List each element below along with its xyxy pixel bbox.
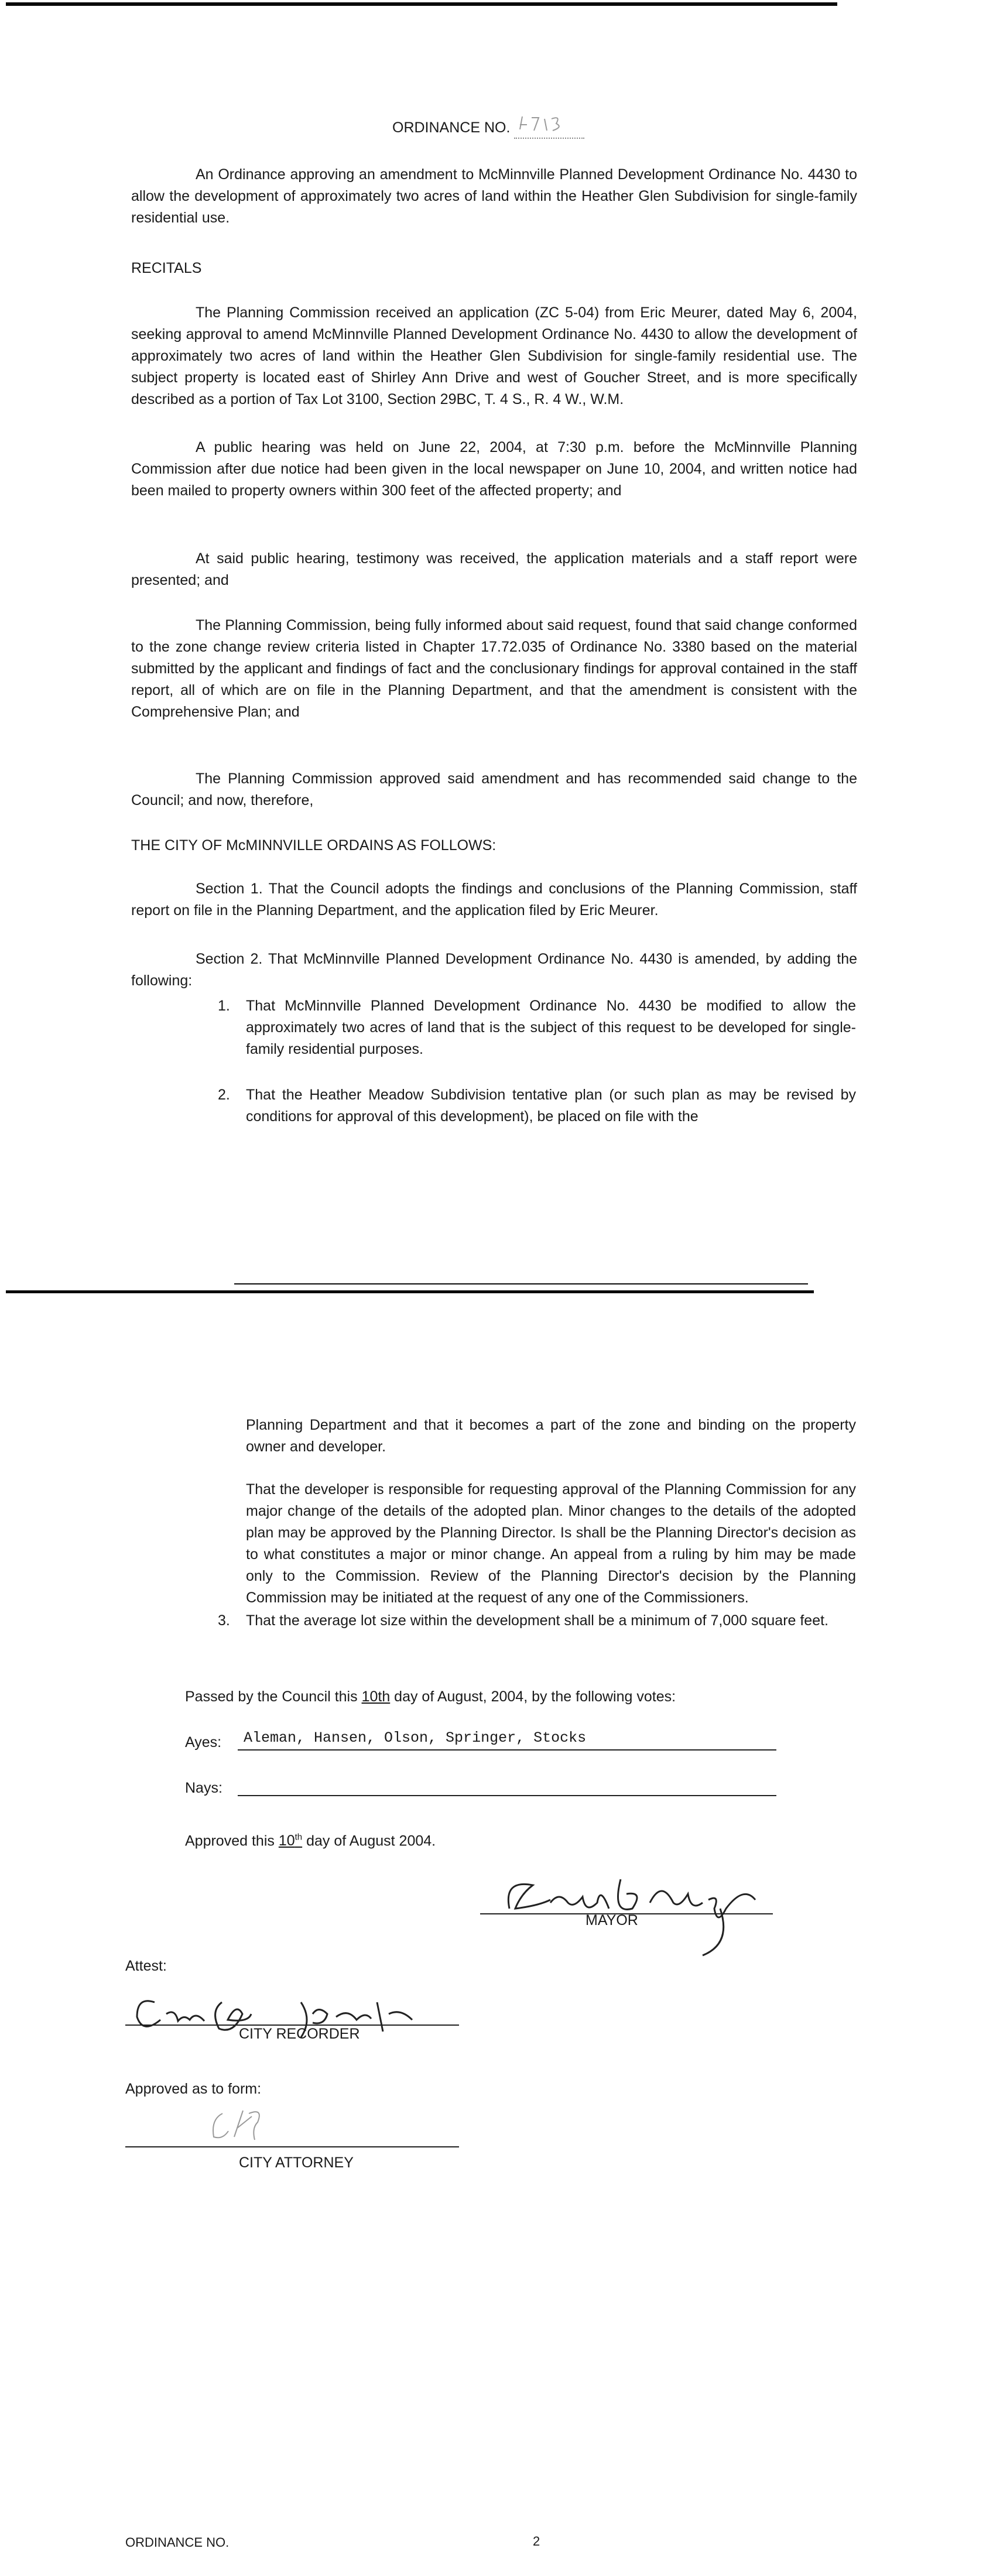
item-2-paragraph: That the developer is responsible for requesting approval of the Planning Commission for any major change of the details of the adopted plan. Minor changes to the details of the adopted plan may be approved by the Planning Director. Is shall be the Planning Director's decision as to what constitutes a major or minor change. An appeal from a ruling by him may be made only to the Commission. Review of the Planning Director's decision by the Planning Commission may be initiated at the request of any one of the Commissioners. bbox=[246, 1481, 856, 1606]
recital-paragraph-1: The Planning Commission received an application (ZC 5-04) from Eric Meurer, dated May 6, 2004, seeking approval to amend McMinnville Planned Development Ordinance No. 4430 to allow the development of approximately two acres of land within the Heather Glen Subdivision for single-family residential use. The subject property is located east of Shirley Ann Drive and west of Goucher Street, and is more specifically described as a portion of Tax Lot 3100, Section 29BC, T. 4 S., R. 4 W., W.M. bbox=[131, 304, 857, 407]
recitals-heading: RECITALS bbox=[131, 260, 202, 276]
recorder-label: CITY RECORDER bbox=[239, 2026, 360, 2042]
page-top-border bbox=[6, 2, 837, 6]
passed-day: 10th bbox=[361, 1688, 391, 1705]
ayes-line bbox=[238, 1749, 776, 1751]
passed-text-before: Passed by the Council this bbox=[185, 1688, 362, 1705]
recital-paragraph-4: The Planning Commission, being fully informed about said request, found that said change conformed to the zone change review criteria listed in Chapter 17.72.035 of Ordinance No. 3380 based on the material submitted by the applicant and findings of fact and the conclusionary findings for approval contained in the staff report, all of which are on file in the Planning Department, and that the amendment is consistent with the Comprehensive Plan; and bbox=[131, 617, 857, 720]
section-2: Section 2. That McMinnville Planned Development Ordinance No. 4430 is amended, by adding the following: bbox=[131, 951, 857, 989]
attorney-line bbox=[125, 2146, 459, 2147]
ordinance-heading-label: ORDINANCE NO. bbox=[392, 119, 511, 136]
approved-as-to-form-label: Approved as to form: bbox=[125, 2081, 262, 2097]
ordains-heading: THE CITY OF McMINNVILLE ORDAINS AS FOLLOWS: bbox=[131, 837, 496, 854]
section-1: Section 1. That the Council adopts the findings and conclusions of the Planning Commission, staff report on file in the Planning Department, and the application filed by Eric Meurer. bbox=[131, 881, 857, 919]
item-2-text: That the Heather Meadow Subdivision tentative plan (or such plan as may be revised by conditions for approval of this development), be placed on file with the bbox=[246, 1087, 856, 1125]
attest-label: Attest: bbox=[125, 1958, 167, 1974]
footer-ordinance-label: ORDINANCE NO. bbox=[125, 2535, 230, 2550]
ordinance-heading bbox=[392, 117, 685, 139]
recital-paragraph-3: At said public hearing, testimony was received, the application materials and a staff report were presented; and bbox=[131, 550, 857, 588]
ayes-value: Aleman, Hansen, Olson, Springer, Stocks bbox=[244, 1729, 587, 1746]
item-3-text: That the average lot size within the development shall be a minimum of 7,000 square feet. bbox=[246, 1612, 829, 1629]
approved-day-number: 10 bbox=[278, 1832, 295, 1849]
mayor-signature bbox=[486, 1844, 767, 1961]
passed-text-after: day of August, 2004, by the following votes: bbox=[390, 1688, 676, 1705]
approved-day bbox=[279, 1832, 302, 1849]
item-3-number: 3. bbox=[218, 1612, 230, 1629]
ordinance-intro: An Ordinance approving an amendment to McMinnville Planned Development Ordinance No. 4430 to allow the development of approximately two acres of land within the Heather Glen Subdivision for single-family residential use. bbox=[131, 166, 857, 226]
approved-text-after: day of August 2004. bbox=[302, 1832, 436, 1849]
footer-page-number: 2 bbox=[533, 2534, 540, 2548]
mayor-label: MAYOR bbox=[585, 1912, 638, 1928]
recital-paragraph-5: The Planning Commission approved said amendment and has recommended said change to the Council; and now, therefore, bbox=[131, 770, 857, 809]
attorney-label: CITY ATTORNEY bbox=[239, 2154, 354, 2171]
item-1-text: That McMinnville Planned Development Ordinance No. 4430 be modified to allow the approximately two acres of land that is the subject of this request to be developed for single-family residential purposes. bbox=[246, 998, 856, 1057]
ayes-label: Ayes: bbox=[185, 1734, 222, 1751]
item-2-number: 2. bbox=[218, 1087, 230, 1103]
page-separator-thin bbox=[234, 1283, 808, 1284]
passed-by-council bbox=[185, 1686, 858, 1708]
item-2-continued: Planning Department and that it becomes a part of the zone and binding on the property owner and developer. bbox=[246, 1417, 856, 1455]
item-1-number: 1. bbox=[218, 998, 230, 1014]
approved-text-before: Approved this bbox=[185, 1832, 279, 1849]
attorney-initials bbox=[199, 2096, 281, 2149]
handwritten-ordinance-number bbox=[514, 120, 584, 139]
nays-label: Nays: bbox=[185, 1780, 222, 1796]
recital-paragraph-2: A public hearing was held on June 22, 2004, at 7:30 p.m. before the McMinnville Planning Commission after due notice had been given in the local newspaper on June 10, 2004, and written notice had been mailed to property owners within 300 feet of the affected property; and bbox=[131, 439, 857, 499]
approved-day-suffix: th bbox=[295, 1832, 303, 1842]
page-separator bbox=[6, 1290, 814, 1293]
nays-line bbox=[238, 1795, 776, 1796]
